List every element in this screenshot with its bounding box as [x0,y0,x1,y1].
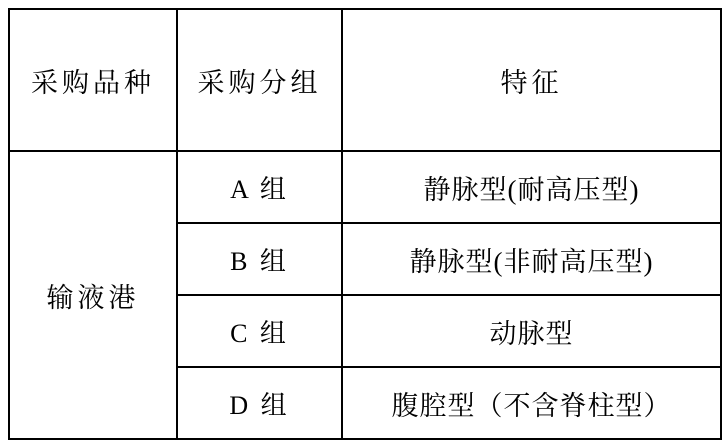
cell-feature-c: 动脉型 [342,295,721,367]
cell-product-name: 输液港 [9,151,177,439]
cell-group-d: D 组 [177,367,342,439]
column-header-group: 采购分组 [177,9,342,151]
cell-group-a: A 组 [177,151,342,223]
cell-feature-d: 腹腔型（不含脊柱型） [342,367,721,439]
column-header-product: 采购品种 [9,9,177,151]
cell-feature-b: 静脉型(非耐高压型) [342,223,721,295]
procurement-spec-table [8,8,722,440]
cell-group-c: C 组 [177,295,342,367]
cell-feature-a: 静脉型(耐高压型) [342,151,721,223]
cell-group-b: B 组 [177,223,342,295]
table-row [9,151,721,223]
table-header-row [9,9,721,151]
column-header-feature: 特征 [342,9,721,151]
